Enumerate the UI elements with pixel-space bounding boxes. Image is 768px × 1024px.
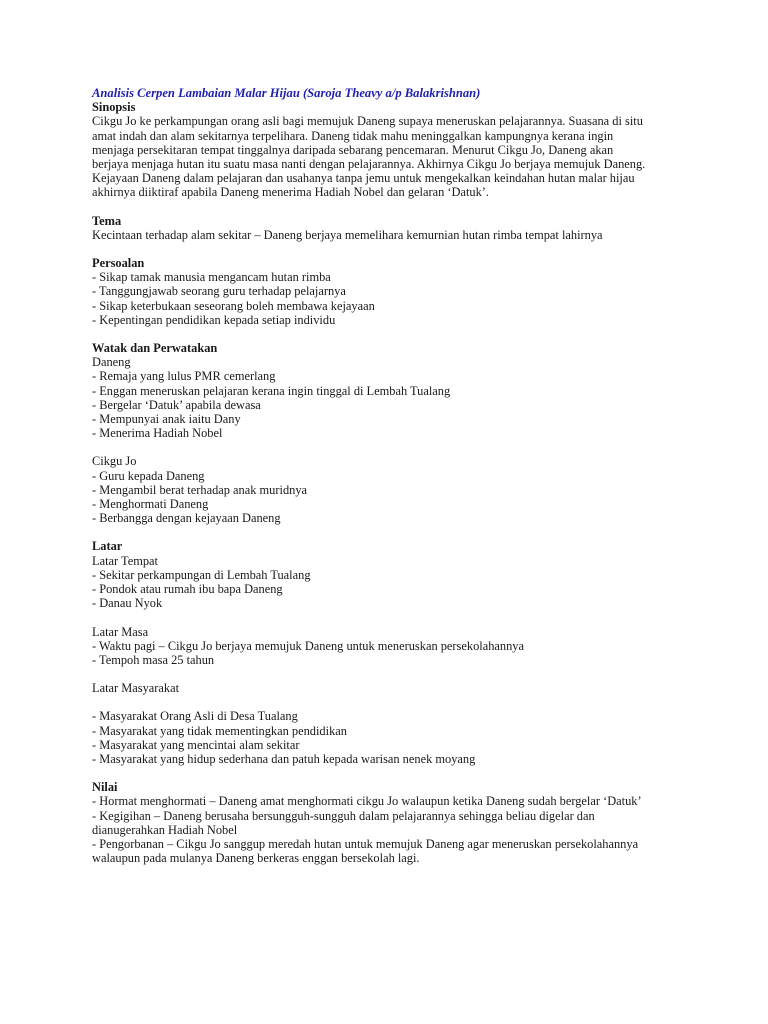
document-title: Analisis Cerpen Lambaian Malar Hijau (Saroja Theavy a/p Balakrishnan) bbox=[92, 86, 481, 100]
tema-heading: Tema bbox=[92, 213, 122, 228]
persoalan-item: - Tanggungjawab seorang guru terhadap pelajarnya bbox=[92, 284, 346, 299]
latar-masa-item: - Waktu pagi – Cikgu Jo berjaya memujuk Daneng untuk meneruskan persekolahannya bbox=[92, 638, 524, 653]
watak-daneng-item: - Bergelar ‘Datuk’ apabila dewasa bbox=[92, 397, 261, 412]
latar-masyarakat-item: - Masyarakat yang tidak mementingkan pendidikan bbox=[92, 723, 347, 738]
sinopsis-line: berjaya menjaga hutan itu suatu masa nanti dengan pelajarannya. Akhirnya Cikgu Jo berjaya memujuk Daneng. bbox=[92, 157, 646, 172]
persoalan-item: - Kepentingan pendidikan kepada setiap individu bbox=[92, 312, 336, 327]
watak-heading: Watak dan Perwatakan bbox=[92, 341, 218, 356]
persoalan-heading: Persoalan bbox=[92, 256, 145, 271]
watak-daneng-item: - Enggan meneruskan pelajaran kerana ingin tinggal di Lembah Tualang bbox=[92, 383, 451, 398]
latar-tempat-label: Latar Tempat bbox=[92, 553, 158, 568]
sinopsis-line: amat indah dan alam sekitarnya terpelihara. Daneng tidak mahu meninggalkan kampungnya kerana ingin bbox=[92, 128, 614, 143]
sinopsis-text bbox=[92, 114, 692, 199]
sinopsis-line: Kejayaan Daneng dalam pelajaran dan usahanya tanpa jemu untuk mengekalkan keindahan hutan malar hijau bbox=[92, 171, 635, 186]
sinopsis-line: Cikgu Jo ke perkampungan orang asli bagi memujuk Daneng supaya meneruskan pelajarannya. Suasana di situ bbox=[92, 114, 643, 129]
watak-daneng-item: - Mempunyai anak iaitu Dany bbox=[92, 412, 241, 427]
latar-heading: Latar bbox=[92, 539, 123, 554]
sinopsis-line: akhirnya diiktiraf apabila Daneng menerima Hadiah Nobel dan gelaran ‘Datuk’. bbox=[92, 185, 490, 200]
watak-cikgu-jo-item: - Guru kepada Daneng bbox=[92, 468, 205, 483]
latar-masa-item: - Tempoh masa 25 tahun bbox=[92, 652, 215, 667]
watak-cikgu-jo-item: - Menghormati Daneng bbox=[92, 497, 209, 512]
nilai-line: - Kegigihan – Daneng berusaha bersungguh-sungguh dalam pelajarannya sehingga beliau digelar dan bbox=[92, 808, 595, 823]
watak-daneng-item: - Menerima Hadiah Nobel bbox=[92, 426, 223, 441]
watak-cikgu-jo-name: Cikgu Jo bbox=[92, 454, 137, 469]
nilai-line: dianugerahkan Hadiah Nobel bbox=[92, 822, 238, 837]
tema-text: Kecintaan terhadap alam sekitar – Daneng berjaya memelihara kemurnian hutan rimba tempat lahirnya bbox=[92, 227, 603, 242]
watak-cikgu-jo-item: - Mengambil berat terhadap anak muridnya bbox=[92, 482, 308, 497]
latar-masa-label: Latar Masa bbox=[92, 624, 149, 639]
nilai-heading: Nilai bbox=[92, 780, 118, 795]
persoalan-item: - Sikap keterbukaan seseorang boleh membawa kejayaan bbox=[92, 298, 375, 313]
latar-tempat-item: - Pondok atau rumah ibu bapa Daneng bbox=[92, 582, 283, 597]
sinopsis-line: menjaga persekitaran tempat tinggalnya daripada sebarang pencemaran. Menurut Cikgu Jo, Daneng akan bbox=[92, 142, 614, 157]
persoalan-item: - Sikap tamak manusia mengancam hutan rimba bbox=[92, 270, 331, 285]
watak-daneng-name: Daneng bbox=[92, 355, 131, 370]
latar-masyarakat-item: - Masyarakat Orang Asli di Desa Tualang bbox=[92, 709, 298, 724]
watak-cikgu-jo-item: - Berbangga dengan kejayaan Daneng bbox=[92, 511, 281, 526]
nilai-line: - Pengorbanan – Cikgu Jo sanggup meredah hutan untuk memujuk Daneng agar meneruskan persekolahannya bbox=[92, 836, 639, 851]
watak-daneng-item: - Remaja yang lulus PMR cemerlang bbox=[92, 369, 276, 384]
sinopsis-heading: Sinopsis bbox=[92, 100, 136, 115]
nilai-line: walaupun pada mulanya Daneng berkeras enggan bersekolah lagi. bbox=[92, 851, 420, 866]
document-page bbox=[92, 86, 692, 865]
latar-masyarakat-item: - Masyarakat yang mencintai alam sekitar bbox=[92, 737, 300, 752]
latar-masyarakat-label: Latar Masyarakat bbox=[92, 681, 180, 696]
latar-masyarakat-item: - Masyarakat yang hidup sederhana dan patuh kepada warisan nenek moyang bbox=[92, 751, 476, 766]
latar-tempat-item: - Danau Nyok bbox=[92, 596, 163, 611]
nilai-line: - Hormat menghormati – Daneng amat menghormati cikgu Jo walaupun ketika Daneng sudah bergelar ‘Datuk’ bbox=[92, 794, 642, 809]
latar-tempat-item: - Sekitar perkampungan di Lembah Tualang bbox=[92, 567, 311, 582]
